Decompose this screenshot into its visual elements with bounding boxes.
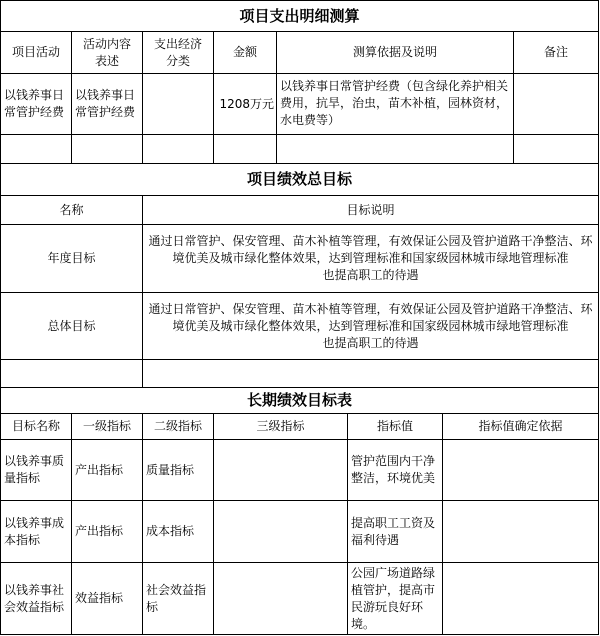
section2-title: 项目绩效总目标 <box>246 170 352 188</box>
header-economic-class: 支出经济分类 <box>153 36 202 68</box>
lt-row-value: 提高职工工资及福利待遇 <box>351 515 436 547</box>
lt-row-l3 <box>214 563 347 634</box>
header-basis: 测算依据及说明 <box>352 45 437 59</box>
goal-annual-desc-text2: 也提高职工的待遇 <box>322 268 419 282</box>
lt-row-goal: 以钱养事成本指标 <box>4 515 65 547</box>
lt-row-basis <box>443 440 598 500</box>
lt-row-l2: 社会效益指标 <box>146 582 207 614</box>
lt-row-l1: 产出指标 <box>75 524 124 538</box>
row-basis-text: 以钱养事日常管护经费（包含绿化养护相关费用，抗旱，治虫，苗木补植，园林资材，水电费等） <box>280 79 509 127</box>
header-remarks: 备注 <box>543 45 568 59</box>
lt-header-l1: 一级指标 <box>82 419 131 433</box>
lt-row-l2: 质量指标 <box>146 462 195 477</box>
row-economic-class <box>143 74 213 134</box>
lt-header-basis: 指标值确定依据 <box>478 419 563 433</box>
row-activity: 以钱养事日常管护经费 <box>4 88 65 119</box>
goal-annual-desc-text: 通过日常管护、保安管理、苗木补植等管理，有效保证公园及管护道路干净整洁、环境优美及城市绿化整体效果，达到管理标准和国家级园林城市绿地管理标准 <box>148 234 593 265</box>
lt-row-l3 <box>214 501 347 562</box>
lt-row-l1: 产出指标 <box>75 462 124 477</box>
row-remarks <box>514 74 598 134</box>
lt-row-value: 公园广场道路绿植管护，提高市民游玩良好环境。 <box>351 565 436 631</box>
lt-header-value: 指标值 <box>376 419 413 433</box>
lt-row-goal: 以钱养事质量指标 <box>4 454 65 485</box>
lt-row-basis <box>443 563 598 634</box>
row-description: 以钱养事日常管护经费 <box>75 88 136 119</box>
goal-overall-name: 总体目标 <box>47 318 96 333</box>
goal-overall-desc-text: 通过日常管护、保安管理、苗木补植等管理，有效保证公园及管护道路干净整洁、环境优美及城市绿化整体效果，达到管理标准和国家级园林城市绿地管理标准 <box>148 301 593 333</box>
header-description: 活动内容表述 <box>82 36 131 68</box>
lt-header-l3: 三级指标 <box>256 419 305 433</box>
row-amount: 1208万元 <box>219 96 274 111</box>
lt-row-l1: 效益指标 <box>75 591 124 605</box>
row-basis <box>277 74 513 134</box>
goal-annual-desc <box>143 225 598 292</box>
lt-row-l3 <box>214 440 347 500</box>
goal-overall-desc <box>143 293 598 359</box>
goal-header-desc: 目标说明 <box>346 202 395 217</box>
lt-row-value: 管护范围内干净整洁，环境优美 <box>351 454 436 485</box>
lt-row-goal: 以钱养事社会效益指标 <box>4 582 65 614</box>
goal-annual-name: 年度目标 <box>47 251 96 265</box>
lt-header-goal: 目标名称 <box>11 419 60 433</box>
header-activity: 项目活动 <box>11 45 60 59</box>
lt-header-l2: 二级指标 <box>153 419 202 433</box>
goal-header-name: 名称 <box>59 202 84 217</box>
header-amount: 金额 <box>232 45 257 59</box>
section1-title: 项目支出明细测算 <box>239 6 360 25</box>
lt-row-basis <box>443 501 598 562</box>
lt-row-l2: 成本指标 <box>146 524 195 538</box>
section3-title: 长期绩效目标表 <box>246 391 352 409</box>
goal-overall-desc-text2: 也提高职工的待遇 <box>322 335 419 350</box>
